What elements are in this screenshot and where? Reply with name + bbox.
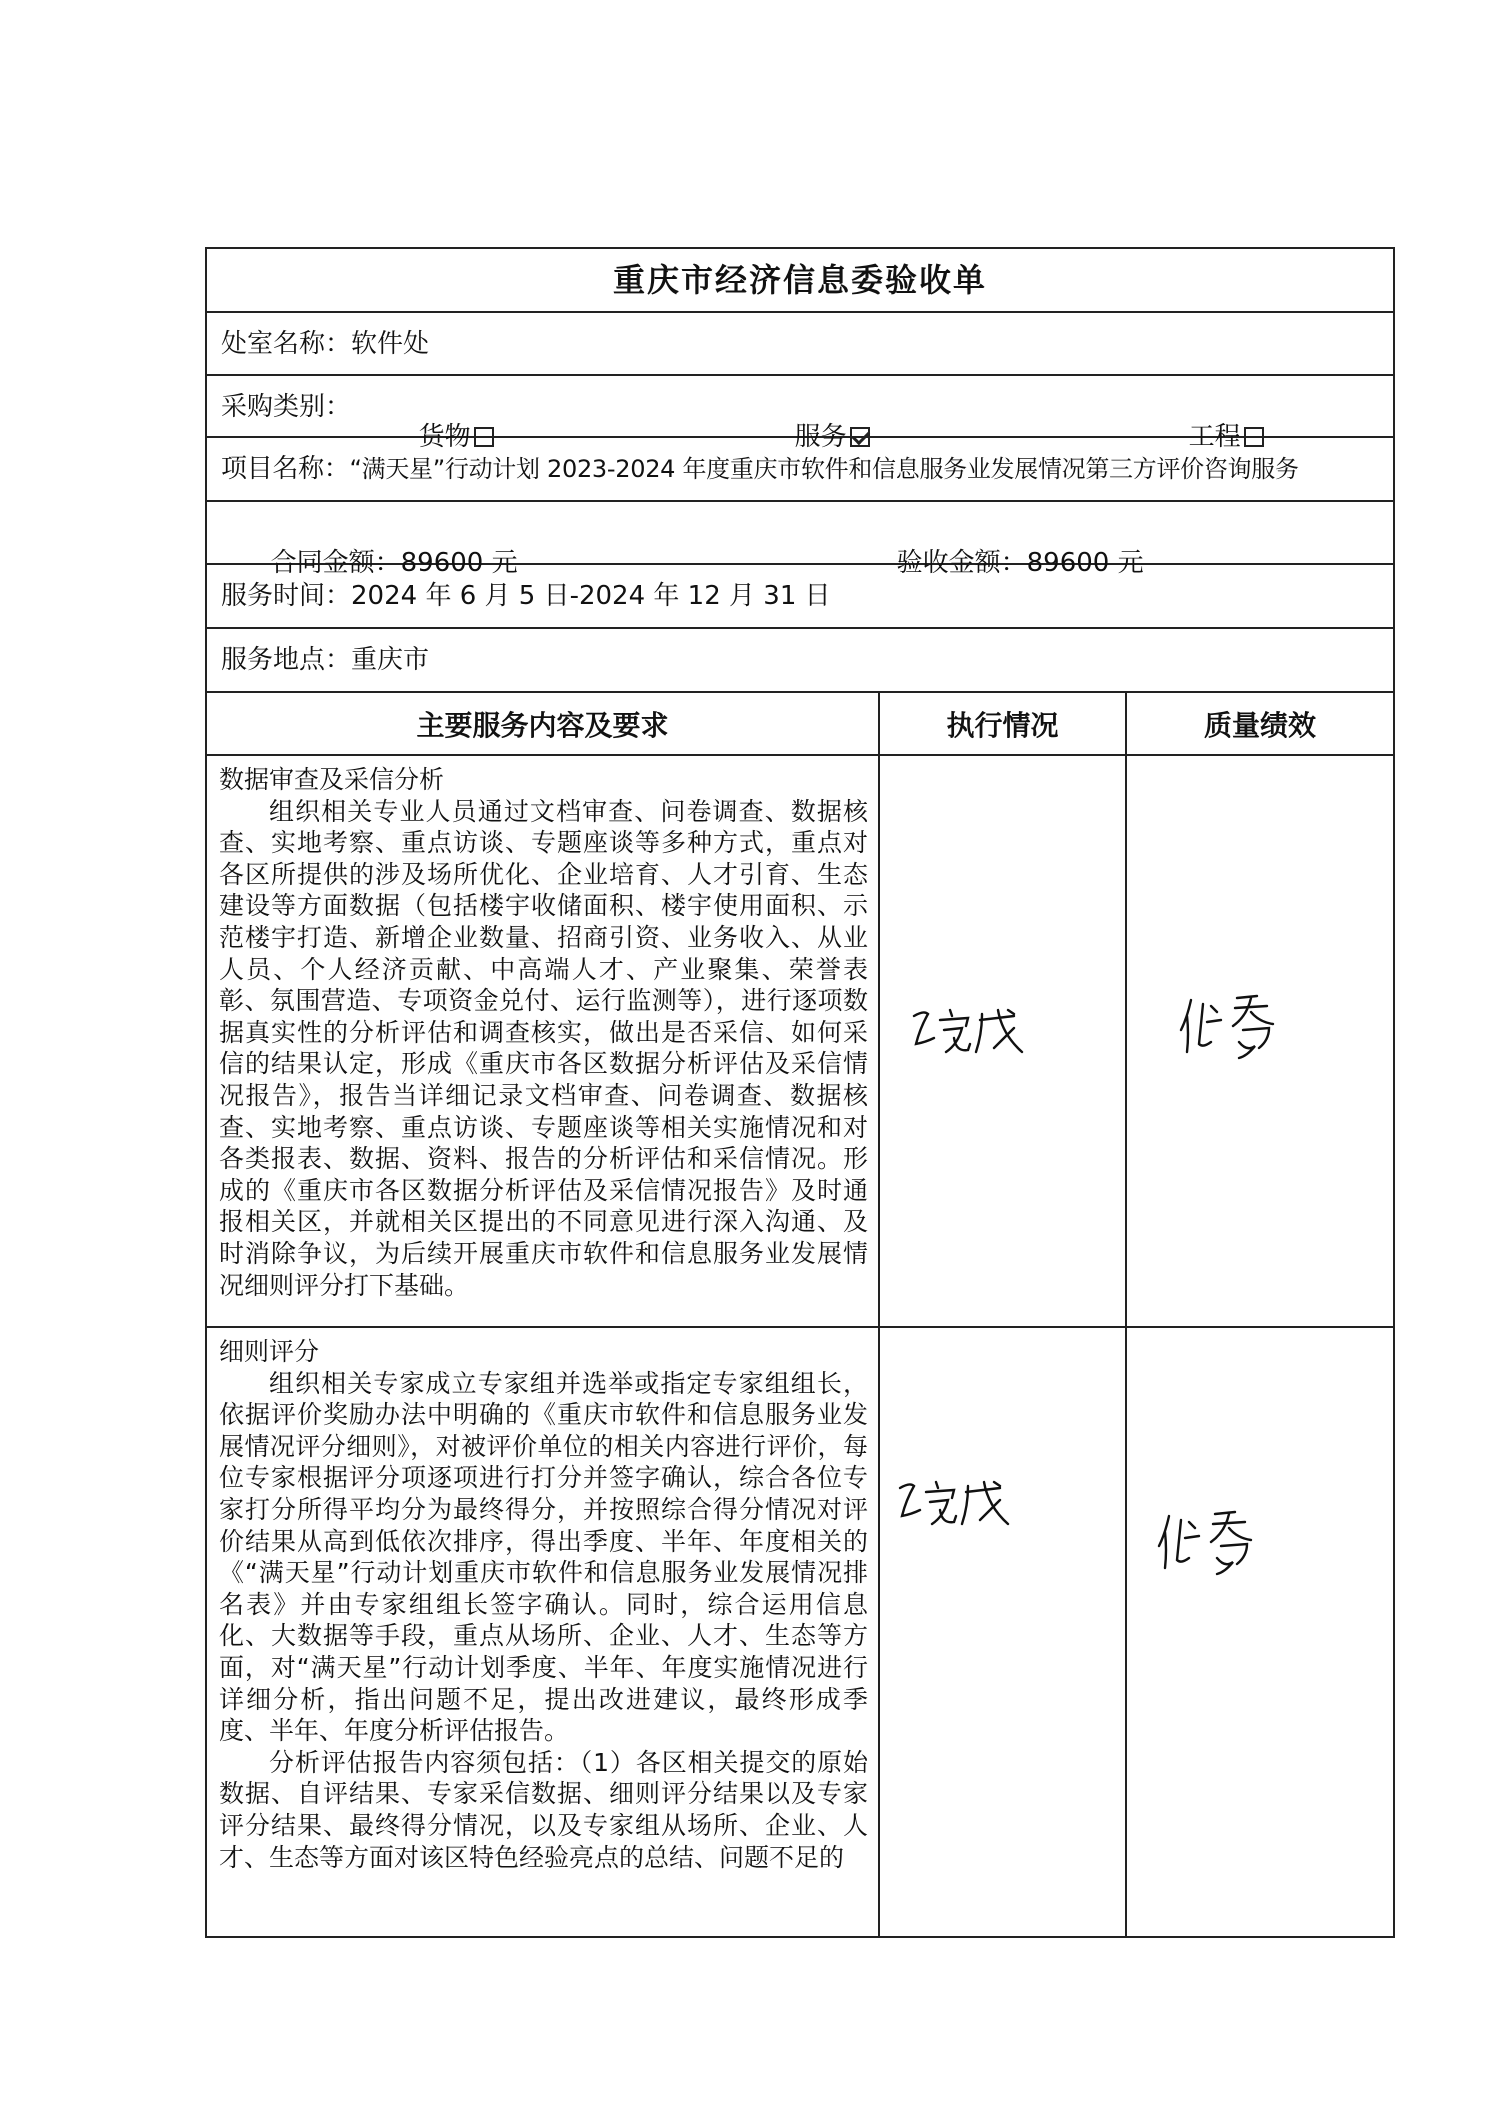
department-row: [207, 313, 1393, 376]
handwritten-completed-icon: [910, 1004, 1030, 1064]
handwritten-excellent-icon: [1155, 1510, 1265, 1580]
category-engineering[interactable]: [1139, 392, 1264, 482]
service-place-value: 重庆市: [351, 645, 430, 675]
contract-amount-label: 合同金额：: [270, 548, 401, 578]
handwritten-completed-icon: [896, 1476, 1016, 1536]
service-table: [207, 693, 1393, 1936]
row-paragraph: 分析评估报告内容须包括：（1）各区相关提交的原始数据、自评结果、专家采信数据、细则评分结果以及专家评分结果、最终得分情况，以及专家组从场所、企业、人才、生态等方面对该区特色经验亮点的总结、问题不足的: [219, 1747, 868, 1872]
category-goods[interactable]: [369, 392, 494, 482]
project-value: “满天星”行动计划 2023-2024 年度重庆市软件和信息服务业发展情况第三方评价咨询服务: [349, 455, 1299, 483]
header-execution: 执行情况: [880, 693, 1127, 756]
service-time-label: 服务时间：: [221, 581, 352, 611]
category-service[interactable]: [745, 392, 870, 482]
acceptance-form: [205, 247, 1395, 1938]
execution-signature: [880, 756, 1127, 1328]
service-place-label: 服务地点：: [221, 645, 352, 675]
table-row-content: [207, 1328, 880, 1936]
form-title: 重庆市经济信息委验收单: [207, 249, 1393, 313]
project-label: 项目名称：: [221, 454, 350, 484]
accept-amount-value: 89600 元: [1026, 548, 1144, 578]
row-subtitle: 数据审查及采信分析: [219, 765, 445, 794]
category-service-label: 服务: [794, 422, 847, 452]
service-checkbox-checked-icon[interactable]: [850, 427, 870, 447]
category-goods-label: 货物: [418, 422, 471, 452]
accept-amount-label: 验收金额：: [896, 548, 1027, 578]
row-subtitle: 细则评分: [219, 1337, 320, 1366]
quality-signature: [1127, 756, 1393, 1328]
header-quality: 质量绩效: [1127, 693, 1393, 756]
engineering-checkbox-icon[interactable]: [1244, 427, 1264, 447]
quality-signature: [1127, 1328, 1393, 1936]
handwritten-excellent-icon: [1177, 994, 1287, 1064]
row-paragraph: 组织相关专家成立专家组并选举或指定专家组组长，依据评价奖励办法中明确的《重庆市软件和信息服务业发展情况评分细则》，对被评价单位的相关内容进行评价，每位专家根据评分项逐项进行打分并签字确认，综合各位专家打分所得平均分为最终得分，并按照综合得分情况对评价结果从高到低依次排序，得出季度、半年、年度相关的《“满天星”行动计划重庆市软件和信息服务业发展情况排名表》并由专家组组长签字确认。同时，综合运用信息化、大数据等手段，重点从场所、企业、人才、生态等方面，对“满天星”行动计划季度、半年、年度实施情况进行详细分析，指出问题不足，提出改进建议，最终形成季度、半年、年度分析评估报告。: [219, 1368, 868, 1746]
department-value: 软件处: [351, 328, 430, 359]
category-engineering-label: 工程: [1188, 422, 1241, 452]
table-row-content: [207, 756, 880, 1328]
department-label: 处室名称：: [221, 328, 352, 359]
goods-checkbox-icon[interactable]: [474, 427, 494, 447]
execution-signature: [880, 1328, 1127, 1936]
amount-row: [207, 502, 1393, 578]
contract-amount-value: 89600 元: [400, 548, 518, 578]
row-paragraph: 组织相关专业人员通过文档审查、问卷调查、数据核查、实地考察、重点访谈、专题座谈等多种方式，重点对各区所提供的涉及场所优化、企业培育、人才引育、生态建设等方面数据（包括楼宇收储面积、楼宇使用面积、示范楼宇打造、新增企业数量、招商引资、业务收入、从业人员、个人经济贡献、中高端人才、产业聚集、荣誉表彰、氛围营造、专项资金兑付、运行监测等），进行逐项数据真实性的分析评估和调查核实，做出是否采信、如何采信的结果认定，形成《重庆市各区数据分析评估及采信情况报告》，报告当详细记录文档审查、问卷调查、数据核查、实地考察、重点访谈、专题座谈等相关实施情况和对各类报表、数据、资料、报告的分析评估和采信情况。形成的《重庆市各区数据分析评估及采信情况报告》及时通报相关区，并就相关区提出的不同意见进行深入沟通、及时消除争议，为后续开展重庆市软件和信息服务业发展情况细则评分打下基础。: [219, 796, 868, 1300]
category-row: [207, 376, 1393, 452]
header-service-content: 主要服务内容及要求: [207, 693, 880, 756]
service-time-value: 2024 年 6 月 5 日-2024 年 12 月 31 日: [351, 581, 831, 611]
category-label: 采购类别：: [221, 392, 352, 422]
service-place-row: [207, 629, 1393, 693]
